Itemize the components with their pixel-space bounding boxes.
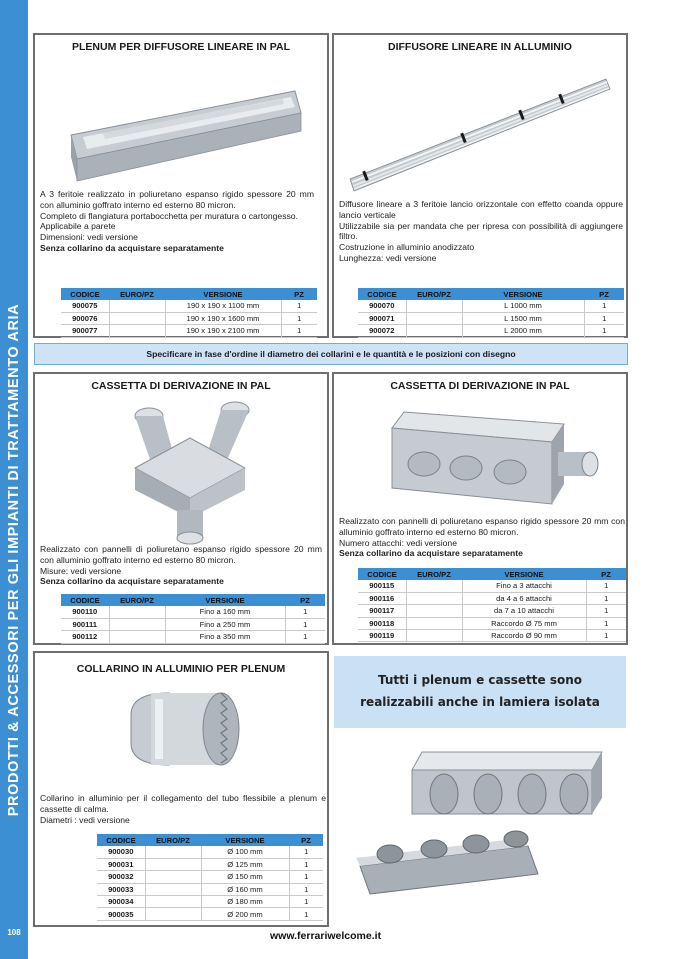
cell-euro: [406, 300, 462, 312]
table-row: [61, 300, 317, 312]
table-row: [61, 325, 317, 337]
order-notice-bar: Specificare in fase d'ordine il diametro dei collarini e le quantità e le posizioni con disegno: [34, 343, 628, 365]
table-row: [358, 300, 624, 312]
col-pz: PZ: [285, 594, 325, 606]
panel-cassetta-y: [33, 372, 329, 645]
panel-title: DIFFUSORE LINEARE IN ALLUMINIO: [388, 41, 572, 53]
cell-code: 900116: [358, 592, 406, 604]
cell-code: 900115: [358, 580, 406, 592]
plenum-product-image: [63, 73, 313, 183]
panel-plenum: [33, 33, 329, 338]
footer-website-url: www.ferrariwelcome.it: [270, 930, 382, 942]
col-versione: VERSIONE: [201, 834, 289, 846]
collarino-description: [40, 793, 326, 825]
cell-code: 900076: [61, 312, 109, 324]
y-junction-box-image: [115, 398, 265, 546]
table-row: [358, 580, 626, 592]
panel-diffusore: [332, 33, 628, 338]
table-header-row: [61, 594, 325, 606]
panel-collarino: [33, 651, 329, 927]
cell-pz: 1: [586, 605, 626, 617]
cell-code: 900110: [61, 606, 109, 618]
col-pz: PZ: [281, 288, 317, 300]
cell-code: 900072: [358, 325, 406, 337]
cell-euro: [145, 858, 201, 870]
cell-euro: [109, 312, 165, 324]
cell-pz: 1: [285, 618, 325, 630]
desc-line: Dimensioni: vedi versione: [40, 232, 138, 243]
cell-pz: 1: [584, 300, 624, 312]
plenum-description: [40, 189, 314, 254]
cell-pz: 1: [289, 896, 323, 908]
desc-line: Realizzato con pannelli di poliuretano espanso rigido spessore 20 mm con alluminio goffrato interno ed esterno 80 micron.: [339, 516, 625, 537]
cell-version: Raccordo Ø 90 mm: [462, 630, 586, 642]
cell-version: L 1500 mm: [462, 312, 584, 324]
table-row: [61, 618, 325, 630]
cell-pz: 1: [285, 606, 325, 618]
panel-title: COLLARINO IN ALLUMINIO PER PLENUM: [76, 663, 286, 675]
cell-euro: [145, 896, 201, 908]
cell-version: L 1000 mm: [462, 300, 584, 312]
col-euro: EURO/PZ: [109, 594, 165, 606]
cell-pz: 1: [281, 325, 317, 337]
cell-euro: [109, 606, 165, 618]
desc-line: A 3 feritoie realizzato in poliuretano espanso rigido spessore 20 mm con alluminio goffrato interno ed esterno 80 micron.: [40, 189, 314, 210]
cell-code: 900118: [358, 617, 406, 629]
cell-version: Ø 200 mm: [201, 908, 289, 920]
cassetta-y-spec-table: [61, 594, 325, 644]
panel-title: CASSETTA DI DERIVAZIONE IN PAL: [390, 380, 570, 392]
cell-euro: [406, 617, 462, 629]
cassetta-y-description: [40, 544, 322, 587]
desc-line: Diffusore lineare a 3 feritoie lancio orizzontale con effetto coanda oppure lancio verticale: [339, 199, 623, 220]
desc-line: Utilizzabile sia per mandata che per ripresa con possibilità di aggiungere filtro.: [339, 220, 623, 242]
cell-version: 190 x 190 x 1600 mm: [165, 312, 281, 324]
cell-version: Fino a 3 attacchi: [462, 580, 586, 592]
cell-code: 900077: [61, 325, 109, 337]
desc-line: Diametri : vedi versione: [40, 814, 130, 825]
panel-cassetta-box: [332, 372, 628, 645]
cell-pz: 1: [289, 871, 323, 883]
callout-line: realizzabili anche in lamiera isolata: [360, 695, 600, 709]
callout-line: Tutti i plenum e cassette sono: [378, 673, 582, 687]
cell-version: Ø 150 mm: [201, 871, 289, 883]
cell-euro: [145, 846, 201, 858]
cell-version: L 2000 mm: [462, 325, 584, 337]
cell-euro: [145, 883, 201, 895]
cell-pz: 1: [586, 580, 626, 592]
cell-euro: [109, 300, 165, 312]
desc-line: Realizzato con pannelli di poliuretano espanso rigido spessore 20 mm con alluminio goffrato interno ed esterno 80 micron.: [40, 544, 322, 565]
cell-pz: 1: [281, 300, 317, 312]
cell-euro: [145, 908, 201, 920]
desc-line: Collarino in alluminio per il collegamento del tubo flessibile a plenum e cassette di calma.: [40, 793, 326, 814]
desc-line: Applicabile a parete: [40, 221, 116, 232]
cell-pz: 1: [289, 858, 323, 870]
cell-version: 190 x 190 x 1100 mm: [165, 300, 281, 312]
desc-line: Numero attacchi: vedi versione: [339, 537, 457, 548]
cell-code: 900031: [97, 858, 145, 870]
cell-pz: 1: [289, 846, 323, 858]
cell-code: 900075: [61, 300, 109, 312]
cell-version: 190 x 190 x 2100 mm: [165, 325, 281, 337]
col-codice: CODICE: [358, 288, 406, 300]
cell-euro: [406, 605, 462, 617]
cell-code: 900071: [358, 312, 406, 324]
col-versione: VERSIONE: [462, 288, 584, 300]
col-versione: VERSIONE: [165, 288, 281, 300]
desc-line: Completo di flangiatura portabocchetta per muratura o cartongesso.: [40, 210, 298, 221]
cell-euro: [406, 325, 462, 337]
col-codice: CODICE: [61, 594, 109, 606]
cell-euro: [406, 580, 462, 592]
cell-version: Ø 100 mm: [201, 846, 289, 858]
cell-version: da 4 a 6 attacchi: [462, 592, 586, 604]
table-row: [97, 883, 323, 895]
collarino-spec-table: [97, 834, 323, 921]
col-codice: CODICE: [61, 288, 109, 300]
cell-version: Fino a 350 mm: [165, 631, 285, 643]
diffusore-spec-table: [358, 288, 624, 338]
cell-version: Ø 125 mm: [201, 858, 289, 870]
table-row: [97, 846, 323, 858]
table-row: [97, 858, 323, 870]
cassetta-box-description: [339, 516, 625, 559]
table-header-row: [358, 568, 626, 580]
col-codice: CODICE: [358, 568, 406, 580]
cell-pz: 1: [586, 592, 626, 604]
cell-euro: [406, 630, 462, 642]
col-codice: CODICE: [97, 834, 145, 846]
diffusore-description: [339, 199, 623, 264]
cell-euro: [109, 618, 165, 630]
table-row: [61, 631, 325, 643]
desc-line: Misure: vedi versione: [40, 565, 122, 576]
col-versione: VERSIONE: [165, 594, 285, 606]
table-header-row: [97, 834, 323, 846]
cell-code: 900033: [97, 883, 145, 895]
cell-code: 900070: [358, 300, 406, 312]
plenum-boxes-product-image: [352, 742, 622, 902]
desc-note: Senza collarino da acquistare separatamente: [40, 576, 224, 587]
cell-pz: 1: [281, 312, 317, 324]
desc-note: Senza collarino da acquistare separatamente: [40, 242, 224, 253]
page-number: 108: [7, 928, 21, 937]
cell-pz: 1: [584, 312, 624, 324]
table-row: [358, 605, 626, 617]
cell-code: 900117: [358, 605, 406, 617]
cell-version: Raccordo Ø 75 mm: [462, 617, 586, 629]
col-versione: VERSIONE: [462, 568, 586, 580]
table-row: [358, 630, 626, 642]
col-euro: EURO/PZ: [145, 834, 201, 846]
cell-version: da 7 a 10 attacchi: [462, 605, 586, 617]
cell-code: 900111: [61, 618, 109, 630]
col-euro: EURO/PZ: [406, 568, 462, 580]
cell-code: 900112: [61, 631, 109, 643]
col-euro: EURO/PZ: [109, 288, 165, 300]
cell-version: Fino a 160 mm: [165, 606, 285, 618]
cell-code: 900030: [97, 846, 145, 858]
col-euro: EURO/PZ: [406, 288, 462, 300]
table-row: [97, 896, 323, 908]
table-row: [358, 617, 626, 629]
cell-version: Fino a 250 mm: [165, 618, 285, 630]
col-pz: PZ: [586, 568, 626, 580]
cell-euro: [145, 871, 201, 883]
collar-product-image: [121, 685, 261, 781]
panel-title: CASSETTA DI DERIVAZIONE IN PAL: [91, 380, 271, 392]
cell-pz: 1: [586, 630, 626, 642]
table-row: [358, 325, 624, 337]
cell-code: 900035: [97, 908, 145, 920]
insulated-sheet-callout: [334, 656, 626, 728]
diffuser-product-image: [344, 57, 614, 197]
plenum-spec-table: [61, 288, 317, 338]
table-header-row: [61, 288, 317, 300]
cell-version: Ø 160 mm: [201, 883, 289, 895]
table-row: [97, 871, 323, 883]
panel-title: PLENUM PER DIFFUSORE LINEARE IN PAL: [72, 41, 290, 53]
table-row: [358, 592, 626, 604]
sidebar-category-text: PRODOTTI & ACCESSORI PER GLI IMPIANTI DI TRATTAMENTO ARIA: [6, 303, 22, 817]
cell-euro: [406, 592, 462, 604]
cell-euro: [109, 325, 165, 337]
col-pz: PZ: [289, 834, 323, 846]
cell-pz: 1: [584, 325, 624, 337]
cell-pz: 1: [289, 883, 323, 895]
desc-line: Costruzione in alluminio anodizzato: [339, 242, 475, 253]
table-row: [97, 908, 323, 920]
cell-pz: 1: [289, 908, 323, 920]
table-row: [61, 606, 325, 618]
desc-note: Senza collarino da acquistare separatamente: [339, 548, 523, 559]
cell-version: Ø 180 mm: [201, 896, 289, 908]
cell-code: 900034: [97, 896, 145, 908]
cassetta-box-spec-table: [358, 568, 626, 642]
cell-pz: 1: [285, 631, 325, 643]
table-header-row: [358, 288, 624, 300]
table-row: [358, 312, 624, 324]
desc-line: Lunghezza: vedi versione: [339, 252, 437, 263]
sidebar-band: [0, 0, 28, 959]
cell-euro: [406, 312, 462, 324]
cell-code: 900032: [97, 871, 145, 883]
junction-box-image: [344, 404, 614, 514]
table-row: [61, 312, 317, 324]
col-pz: PZ: [584, 288, 624, 300]
cell-pz: 1: [586, 617, 626, 629]
cell-euro: [109, 631, 165, 643]
cell-code: 900119: [358, 630, 406, 642]
